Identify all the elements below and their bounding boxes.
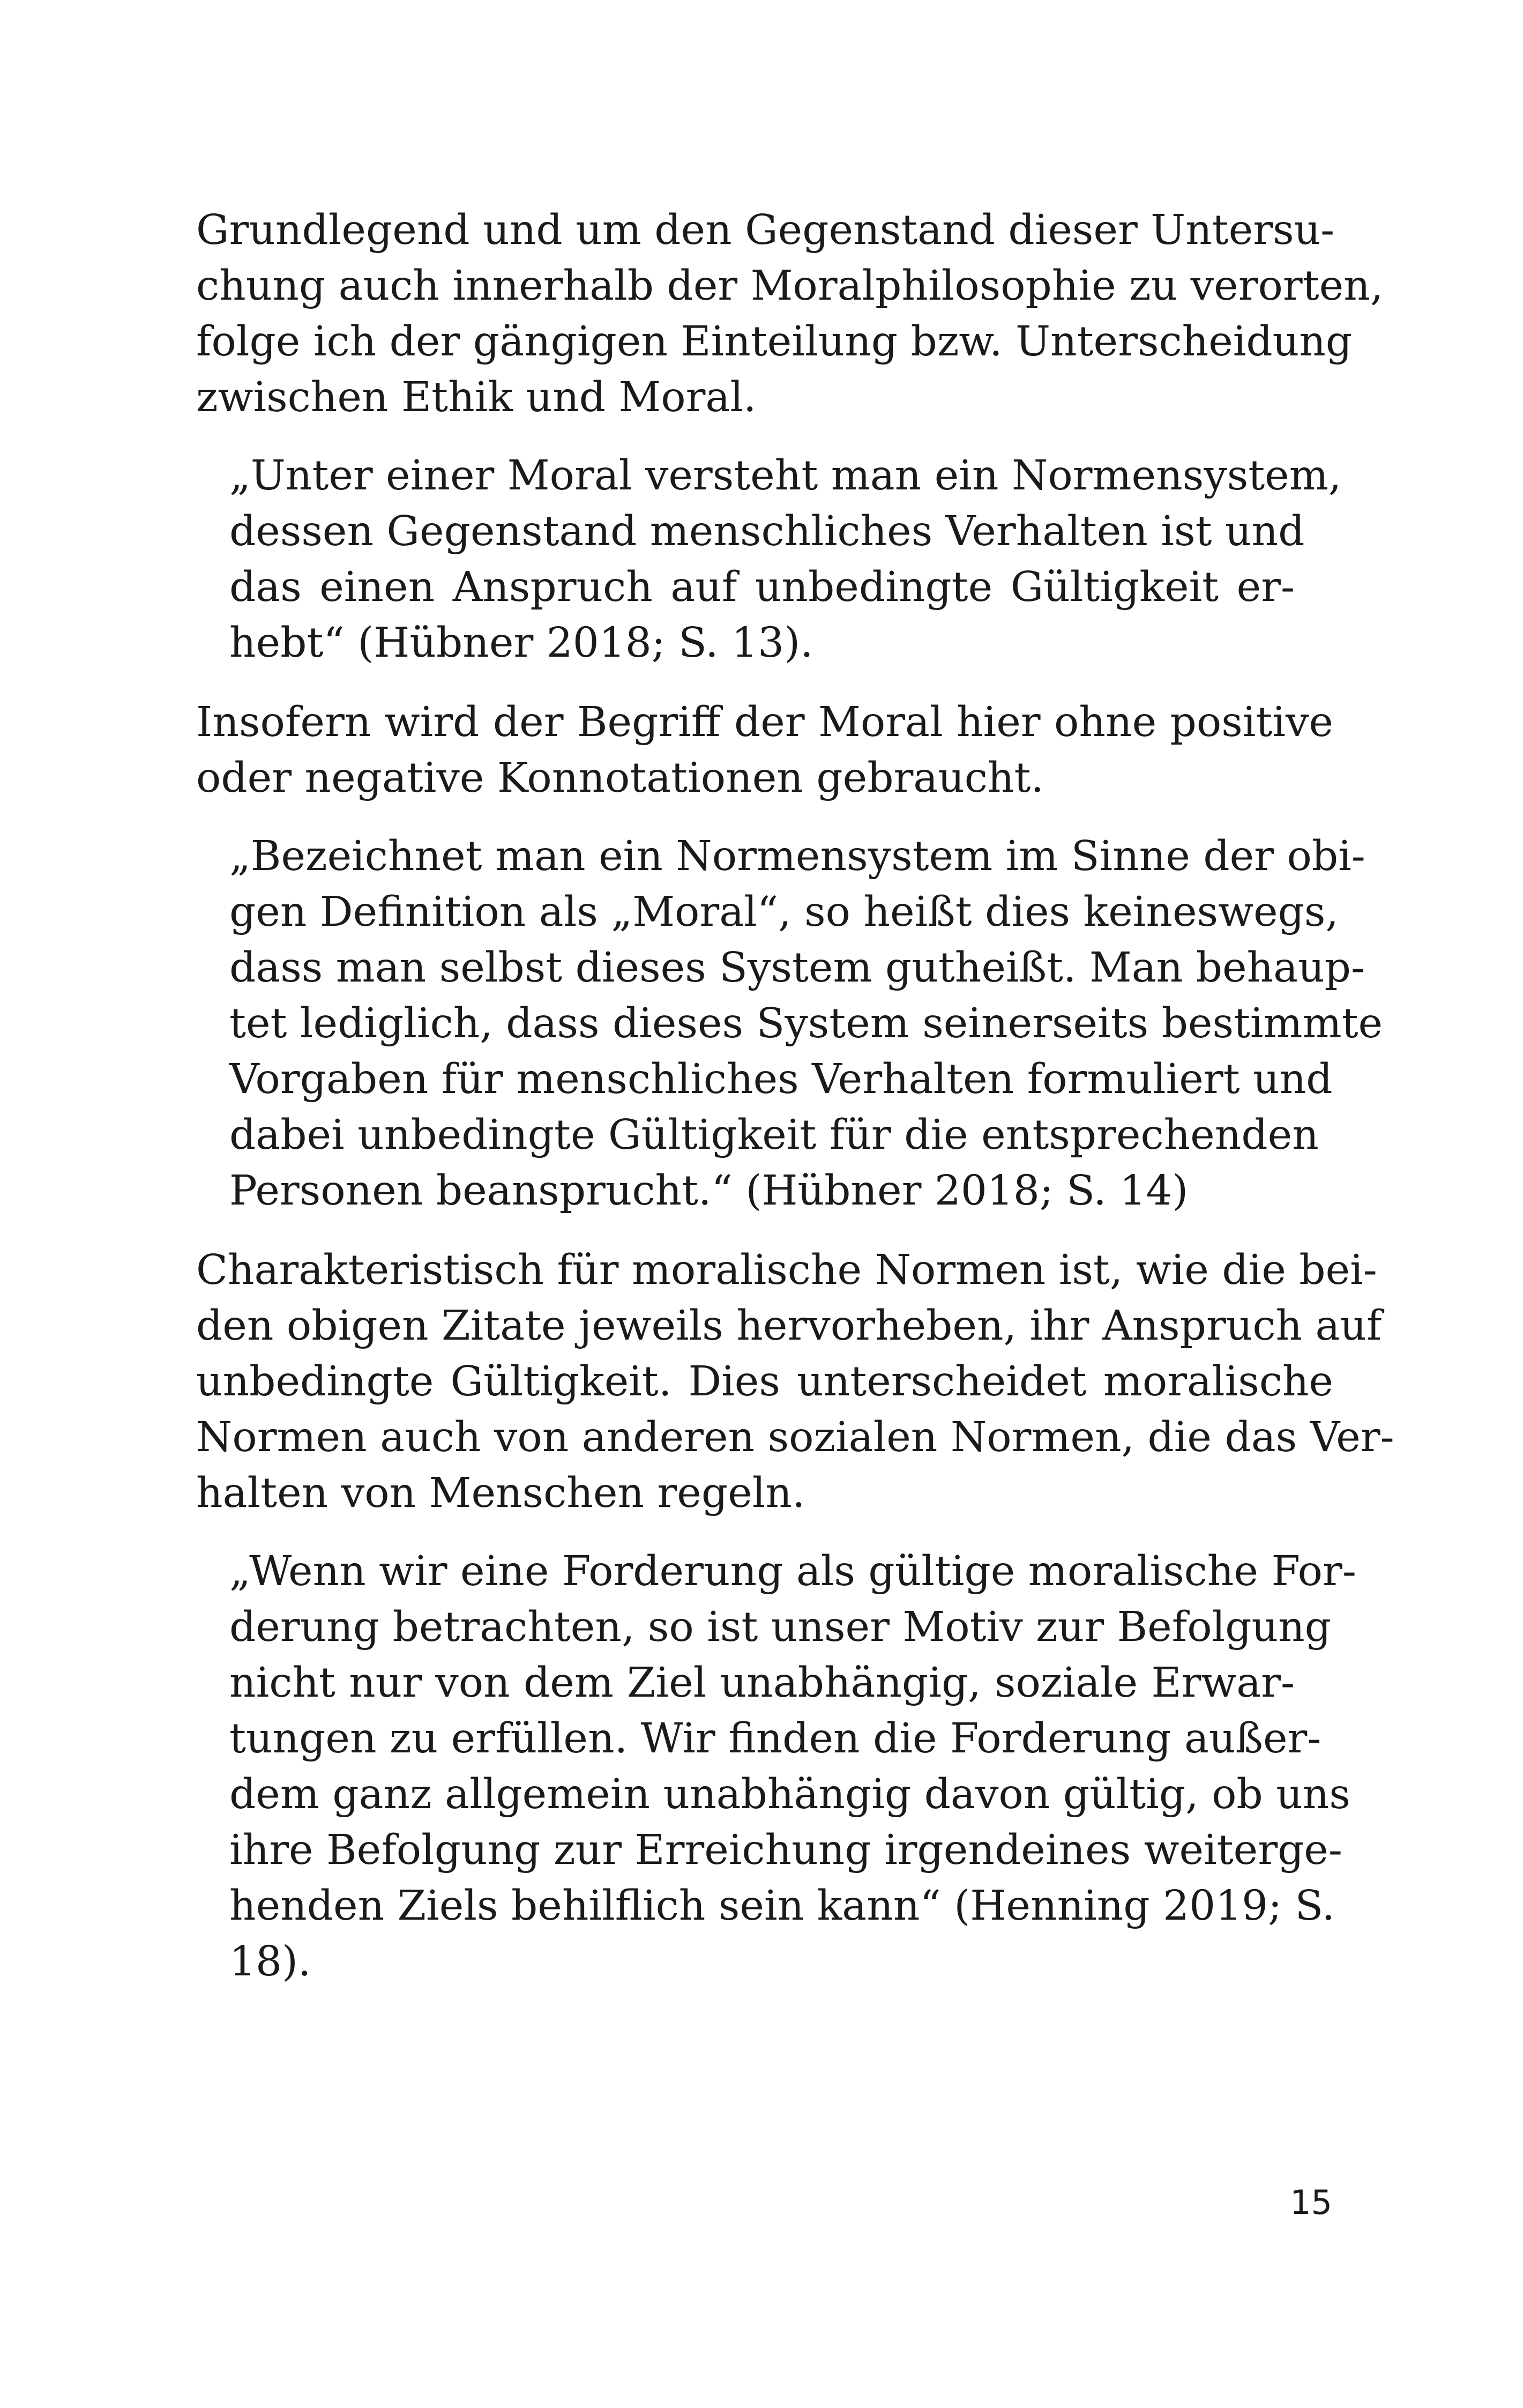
- quote-line: dessen Gegenstand menschliches Verhalten ist und: [229, 508, 1305, 555]
- text-line: oder negative Konnotationen gebraucht.: [196, 754, 1044, 802]
- quote-line: dass man selbst dieses System gutheißt. Man behaup-: [229, 944, 1365, 992]
- quote-line: das einen Anspruch auf unbedingte Gültigkeit er-: [229, 563, 1295, 611]
- quote-line: 18).: [229, 1938, 311, 1986]
- quote-line: „Unter einer Moral versteht man ein Normensystem,: [229, 452, 1342, 500]
- quote-line: dabei unbedingte Gültigkeit für die entsprechenden: [229, 1111, 1319, 1159]
- text-line: folge ich der gängigen Einteilung bzw. Unterscheidung: [196, 318, 1353, 366]
- body-paragraph: [196, 1243, 1394, 1521]
- text-column: [196, 203, 1394, 1990]
- text-line: chung auch innerhalb der Moralphilosophie zu verorten,: [196, 262, 1384, 310]
- text-line: Grundlegend und um den Gegenstand dieser Untersu-: [196, 206, 1335, 254]
- quote-line: Personen beansprucht.“ (Hübner 2018; S. 14): [229, 1167, 1189, 1215]
- quote-line: henden Ziels behilflich sein kann“ (Henning 2019; S.: [229, 1882, 1335, 1930]
- text-line: den obigen Zitate jeweils hervorheben, ihr Anspruch auf: [196, 1302, 1382, 1350]
- page-number: 15: [1290, 2183, 1332, 2222]
- body-paragraph: [196, 203, 1384, 426]
- quote-line: hebt“ (Hübner 2018; S. 13).: [229, 619, 813, 667]
- quote-line: derung betrachten, so ist unser Motiv zur Befolgung: [229, 1603, 1331, 1651]
- text-line: unbedingte Gültigkeit. Dies unterscheidet moralische: [196, 1358, 1333, 1406]
- body-paragraph: [196, 695, 1333, 806]
- quote-line: Vorgaben für menschliches Verhalten formuliert und: [229, 1056, 1333, 1103]
- text-line: halten von Menschen regeln.: [196, 1469, 805, 1517]
- text-line: zwischen Ethik und Moral.: [196, 374, 757, 421]
- quote-line: gen Definition als „Moral“, so heißt dies keineswegs,: [229, 888, 1339, 936]
- text-line: Charakteristisch für moralische Normen ist, wie die bei-: [196, 1246, 1377, 1294]
- quote-line: „Wenn wir eine Forderung als gültige moralische For-: [229, 1548, 1356, 1595]
- quote-line: ihre Befolgung zur Erreichung irgendeines weiterge-: [229, 1826, 1342, 1874]
- text-line: Insofern wird der Begriff der Moral hier ohne positive: [196, 698, 1333, 746]
- block-quote: [229, 448, 1342, 671]
- quote-line: tet lediglich, dass dieses System seinerseits bestimmte: [229, 1000, 1383, 1047]
- quote-line: „Bezeichnet man ein Normensystem im Sinne der obi-: [229, 833, 1365, 880]
- quote-line: nicht nur von dem Ziel unabhängig, soziale Erwar-: [229, 1659, 1295, 1707]
- quote-line: tungen zu erfüllen. Wir finden die Forderung außer-: [229, 1715, 1322, 1763]
- quote-line: dem ganz allgemein unabhängig davon gültig, ob uns: [229, 1771, 1350, 1818]
- block-quote: [229, 829, 1383, 1219]
- block-quote: [229, 1544, 1356, 1990]
- text-line: Normen auch von anderen sozialen Normen, die das Ver-: [196, 1414, 1394, 1461]
